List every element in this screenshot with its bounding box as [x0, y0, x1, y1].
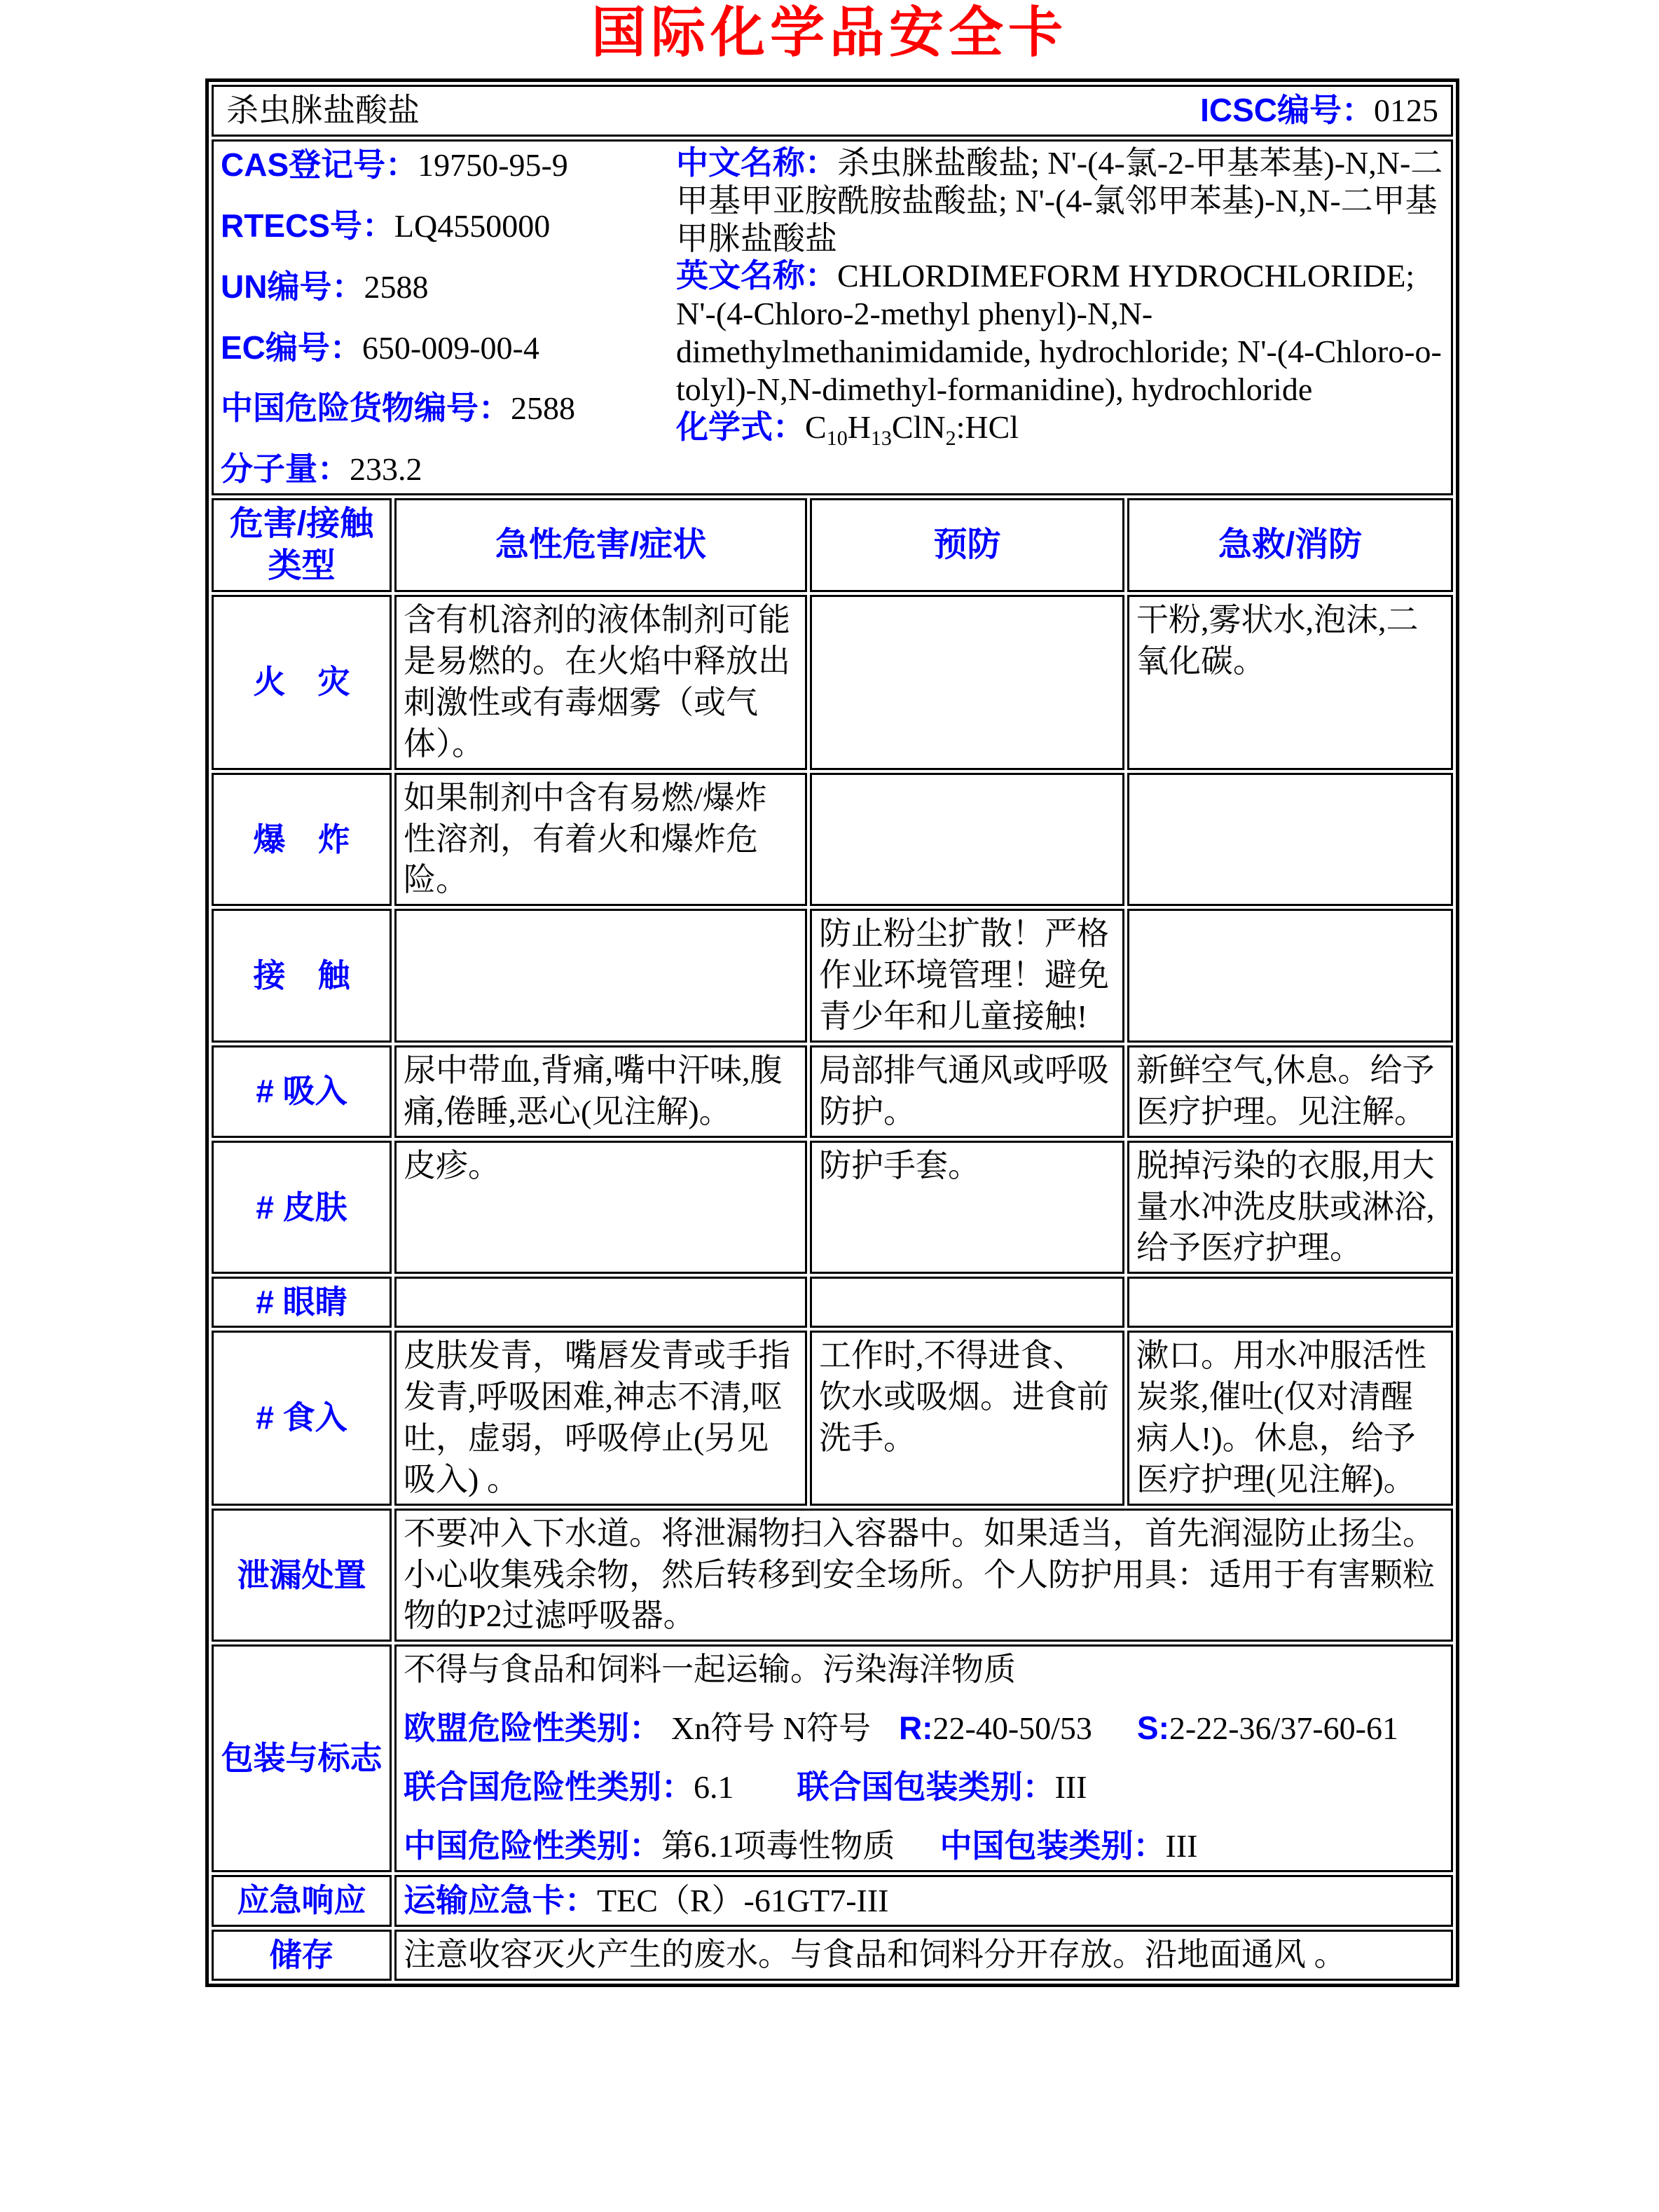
chemical-formula-label: 化学式： — [676, 408, 805, 445]
un-label: UN编号： — [221, 268, 364, 305]
rtecs-label: RTECS号： — [221, 207, 394, 244]
table-row-packaging — [212, 1644, 1453, 1872]
row-label-skin: # 皮肤 — [212, 1141, 392, 1275]
packaging-un-class-line — [404, 1766, 1444, 1808]
skin-prevention: 防护手套。 — [810, 1141, 1124, 1275]
cas-label: CAS登记号： — [221, 146, 418, 183]
ingestion-firstaid: 漱口。用水冲服活性炭浆,催吐(仅对清醒病人!)。休息，给予医疗护理(见注解)。 — [1127, 1331, 1453, 1506]
un-pack-group-label: 联合国包装类别： — [797, 1768, 1055, 1805]
s-phrases-label: S: — [1136, 1710, 1169, 1747]
row-label-inhalation: # 吸入 — [212, 1045, 392, 1138]
cn-pack-group-label: 中国包装类别： — [939, 1827, 1166, 1864]
row-label-spill: 泄漏处置 — [212, 1509, 392, 1642]
table-row-emergency — [212, 1875, 1453, 1927]
ec-value: 650-009-00-4 — [362, 329, 539, 366]
row-label-eyes: # 眼睛 — [212, 1277, 392, 1328]
chinese-name-label: 中文名称： — [676, 144, 837, 181]
ec-label: EC编号： — [221, 329, 362, 366]
storage-text: 注意收容灭火产生的废水。与食品和饲料分开存放。沿地面通风 。 — [394, 1930, 1453, 1981]
icsc-number-field — [1200, 90, 1438, 132]
emergency-content — [394, 1875, 1453, 1927]
eyes-prevention — [810, 1277, 1124, 1328]
fire-firstaid: 干粉,雾状水,泡沫,二氧化碳。 — [1127, 595, 1453, 770]
china-dg-label: 中国危险货物编号： — [221, 390, 511, 427]
fire-prevention — [810, 595, 1124, 770]
eu-class-label: 欧盟危险性类别： — [404, 1710, 661, 1747]
eyes-firstaid — [1127, 1277, 1453, 1328]
cn-class-value: 第6.1项毒性物质 — [661, 1827, 895, 1864]
formula-part: H — [847, 408, 871, 445]
cas-number-line — [221, 144, 676, 186]
explosion-firstaid — [1127, 773, 1453, 907]
formula-subscript: 2 — [945, 426, 956, 450]
china-dg-value: 2588 — [511, 390, 575, 427]
s-phrases-value: 2-22-36/37-60-61 — [1169, 1710, 1398, 1747]
molecular-weight-value: 233.2 — [350, 451, 422, 488]
ec-number-line — [221, 327, 676, 369]
formula-subscript: 10 — [826, 426, 848, 450]
table-row-storage — [212, 1930, 1453, 1981]
safety-card-table — [205, 78, 1459, 1987]
table-row-explosion — [212, 773, 1453, 907]
row-label-emergency: 应急响应 — [212, 1875, 392, 1927]
english-name-line — [676, 257, 1444, 408]
row-label-fire: 火 灾 — [212, 595, 392, 770]
exposure-prevention: 防止粉尘扩散！严格作业环境管理！避免青少年和儿童接触! — [810, 909, 1124, 1043]
un-pack-group-value: III — [1054, 1769, 1087, 1805]
skin-symptoms: 皮疹。 — [394, 1141, 807, 1275]
substance-header-cell — [212, 85, 1453, 137]
identification-cell — [212, 139, 1453, 495]
transport-card-label: 运输应急卡： — [404, 1881, 597, 1918]
chemical-formula-line — [676, 408, 1444, 450]
cn-pack-group-value: III — [1165, 1827, 1198, 1864]
header-symptoms: 急性危害/症状 — [394, 498, 807, 592]
r-phrases-value: 22-40-50/53 — [932, 1710, 1092, 1747]
header-prevention: 预防 — [810, 498, 1124, 592]
icsc-label: ICSC编号： — [1200, 92, 1375, 128]
substance-name: 杀虫脒盐酸盐 — [226, 92, 420, 128]
table-row-eyes — [212, 1277, 1453, 1328]
header-firstaid: 急救/消防 — [1127, 498, 1453, 592]
rtecs-number-line — [221, 205, 676, 247]
un-class-label: 联合国危险性类别： — [404, 1768, 694, 1805]
formula-subscript: 13 — [870, 426, 892, 450]
inhalation-prevention: 局部排气通风或呼吸防护。 — [810, 1045, 1124, 1138]
table-row-spill — [212, 1509, 1453, 1642]
cas-value: 19750-95-9 — [418, 146, 568, 183]
eyes-symptoms — [394, 1277, 807, 1328]
ingestion-prevention: 工作时,不得进食、饮水或吸烟。进食前洗手。 — [810, 1331, 1124, 1506]
transport-card-value: TEC（R）-61GT7-III — [597, 1882, 889, 1918]
chinese-name-line — [676, 144, 1444, 257]
exposure-firstaid — [1127, 909, 1453, 1043]
identification-names — [676, 144, 1444, 490]
packaging-cn-class-line — [404, 1825, 1444, 1867]
english-name-label: 英文名称： — [676, 257, 837, 294]
molecular-weight-label: 分子量： — [221, 451, 350, 488]
substance-header-row — [212, 85, 1453, 137]
packaging-transport-note: 不得与食品和饲料一起运输。污染海洋物质 — [404, 1651, 1016, 1688]
inhalation-firstaid: 新鲜空气,休息。给予医疗护理。见注解。 — [1127, 1045, 1453, 1138]
ingestion-symptoms: 皮肤发青，嘴唇发青或手指发青,呼吸困难,神志不清,呕吐，虚弱，呼吸停止(另见吸入) 。 — [394, 1331, 807, 1506]
spill-text: 不要冲入下水道。将泄漏物扫入容器中。如果适当，首先润湿防止扬尘。小心收集残余物，然后转移到安全场所。个人防护用具：适用于有害颗粒物的P2过滤呼吸器。 — [394, 1509, 1453, 1642]
table-row-fire — [212, 595, 1453, 770]
china-dg-number-line — [221, 387, 676, 430]
row-label-ingestion: # 食入 — [212, 1331, 392, 1506]
row-label-exposure: 接 触 — [212, 909, 392, 1043]
skin-firstaid: 脱掉污染的衣服,用大量水冲洗皮肤或淋浴,给予医疗护理。 — [1127, 1141, 1453, 1275]
english-name-value: CHLORDIMEFORM HYDROCHLORIDE; N'-(4-Chloro-2-methyl phenyl)-N,N-dimethylmethanimidamide, hydrochloride; N'-(4-Chloro-o-tolyl)-N,N-dimethyl-formanidine), hydrochloride — [676, 258, 1442, 407]
un-number-line — [221, 266, 676, 308]
exposure-symptoms — [394, 909, 807, 1043]
formula-part: :HCl — [956, 408, 1019, 445]
identification-numbers — [221, 144, 676, 490]
fire-symptoms: 含有机溶剂的液体制剂可能是易燃的。在火焰中释放出刺激性或有毒烟雾（或气体）。 — [394, 595, 807, 770]
inhalation-symptoms: 尿中带血,背痛,嘴中汗味,腹痛,倦睡,恶心(见注解)。 — [394, 1045, 807, 1138]
r-phrases-label: R: — [898, 1710, 933, 1747]
row-label-storage: 储存 — [212, 1930, 392, 1981]
formula-part: C — [805, 408, 827, 445]
explosion-prevention — [810, 773, 1124, 907]
formula-part: ClN — [891, 408, 946, 445]
explosion-symptoms: 如果制剂中含有易燃/爆炸性溶剂，有着火和爆炸危险。 — [394, 773, 807, 907]
molecular-weight-line — [221, 448, 676, 490]
table-row-inhalation — [212, 1045, 1453, 1138]
hazard-header-row — [212, 498, 1453, 592]
packaging-eu-class-line — [404, 1708, 1444, 1750]
eu-class-symbols: Xn符号 N符号 — [671, 1710, 871, 1747]
table-row-skin — [212, 1141, 1453, 1275]
icsc-number: 0125 — [1374, 92, 1439, 128]
table-row-exposure — [212, 909, 1453, 1043]
table-row-ingestion — [212, 1331, 1453, 1506]
row-label-explosion: 爆 炸 — [212, 773, 392, 907]
un-class-value: 6.1 — [694, 1769, 734, 1805]
header-hazard-type: 危害/接触 类型 — [212, 498, 392, 592]
chinese-name-value: 杀虫脒盐酸盐; N'-(4-氯-2-甲基苯基)-N,N-二甲基甲亚胺酰胺盐酸盐; N'-(4-氯邻甲苯基)-N,N-二甲基甲脒盐酸盐 — [676, 144, 1443, 256]
un-value: 2588 — [364, 268, 429, 305]
row-label-packaging: 包装与标志 — [212, 1644, 392, 1872]
packaging-content — [394, 1644, 1453, 1872]
cn-class-label: 中国危险性类别： — [404, 1827, 661, 1864]
identification-row — [212, 139, 1453, 495]
page-title: 国际化学品安全卡 — [591, 1, 1068, 64]
rtecs-value: LQ4550000 — [394, 207, 551, 244]
